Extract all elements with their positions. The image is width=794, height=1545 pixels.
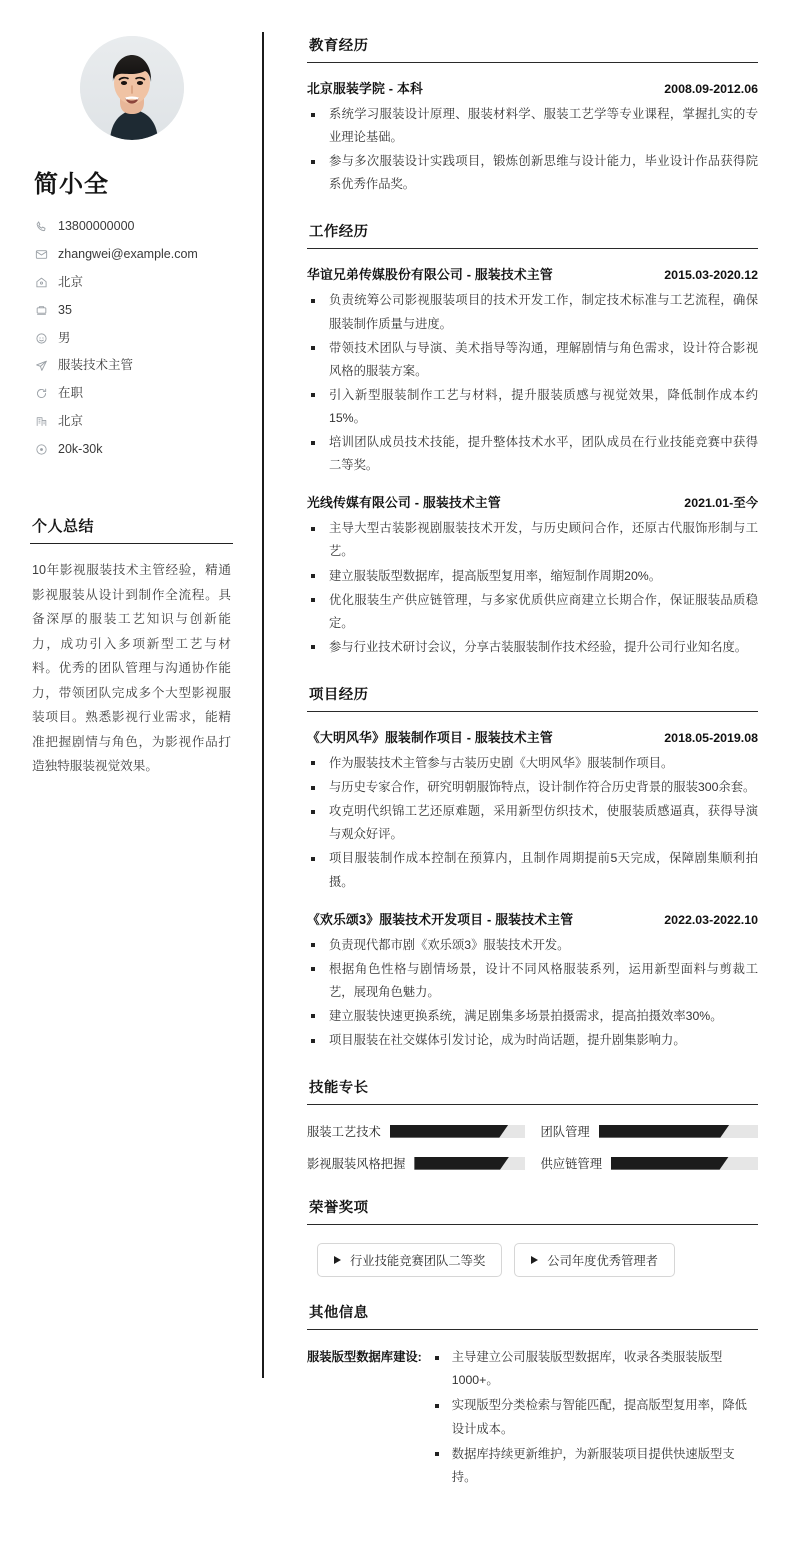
triangle-icon xyxy=(334,1256,341,1264)
other-heading: 其他信息 xyxy=(307,1301,758,1330)
work-heading: 工作经历 xyxy=(307,220,758,249)
other-label: 服装版型数据库建设: xyxy=(307,1350,422,1365)
project-entry xyxy=(307,909,758,1053)
skill-row xyxy=(307,1154,525,1172)
other-body xyxy=(430,1346,758,1491)
honors-heading: 荣誉奖项 xyxy=(307,1196,758,1225)
contact-salary xyxy=(30,435,233,463)
salary-icon xyxy=(34,442,49,457)
skill-label: 影视服装风格把握 xyxy=(307,1157,406,1172)
contact-phone xyxy=(30,213,233,241)
bullet-item: 负责统筹公司影视服装项目的技术开发工作，制定技术标准与工艺流程，确保服装制作质量与进度。 xyxy=(307,289,758,335)
envelope-icon xyxy=(34,247,49,262)
entry-date: 2015.03-2020.12 xyxy=(664,268,758,283)
avatar-wrap xyxy=(30,36,233,140)
skill-bar-track xyxy=(599,1125,758,1138)
main-column xyxy=(263,0,794,1545)
bullet-item: 项目服装制作成本控制在预算内，且制作周期提前5天完成，保障剧集顺利拍摄。 xyxy=(307,847,758,893)
page-title: 简小全 xyxy=(34,171,109,198)
calendar-icon xyxy=(34,303,49,318)
paper-plane-icon xyxy=(34,358,49,373)
bullet-item: 主导大型古装影视剧服装技术开发，与历史顾问合作，还原古代服饰形制与工艺。 xyxy=(307,517,758,563)
bullet-item: 负责现代都市剧《欢乐颂3》服装技术开发。 xyxy=(307,934,758,957)
entry-title: 《大明风华》服装制作项目 - 服装技术主管 xyxy=(307,729,553,745)
contact-location xyxy=(30,269,233,297)
skill-bar-fill xyxy=(414,1157,509,1170)
bullet-item: 攻克明代织锦工艺还原难题，采用新型仿织技术，使服装质感逼真，获得导演与观众好评。 xyxy=(307,800,758,846)
contact-value: 北京 xyxy=(58,413,84,428)
work-entry xyxy=(307,264,758,477)
honor-label: 行业技能竞赛团队二等奖 xyxy=(350,1254,486,1269)
bullet-list xyxy=(307,289,758,477)
contact-value: 北京 xyxy=(58,274,84,289)
bullet-item: 作为服装技术主管参与古装历史剧《大明风华》服装制作项目。 xyxy=(307,752,758,775)
entry-date: 2008.09-2012.06 xyxy=(664,82,758,96)
work-section xyxy=(307,220,758,659)
skill-bar-track xyxy=(611,1157,758,1170)
bullet-item: 优化服装生产供应链管理，与多家优质供应商建立长期合作，保证服装品质稳定。 xyxy=(307,589,758,635)
bullet-item: 主导建立公司服装版型数据库，收录各类服装版型1000+。 xyxy=(430,1346,758,1392)
project-entry xyxy=(307,727,758,894)
summary-section xyxy=(30,515,233,779)
contact-work-city xyxy=(30,407,233,435)
bullet-item: 参与行业技术研讨会议，分享古装服装制作技术经验，提升公司行业知名度。 xyxy=(307,636,758,659)
summary-heading: 个人总结 xyxy=(30,515,233,544)
honor-label: 公司年度优秀管理者 xyxy=(547,1254,658,1269)
entry-title: 光线传媒有限公司 - 服装技术主管 xyxy=(307,495,501,511)
skill-row xyxy=(541,1122,759,1140)
bullet-item: 系统学习服装设计原理、服装材料学、服装工艺学等专业课程，掌握扎实的专业理论基础。 xyxy=(307,103,758,149)
skill-bar-fill xyxy=(599,1125,730,1138)
honors-section xyxy=(307,1196,758,1277)
contact-gender xyxy=(30,324,233,352)
gender-icon xyxy=(34,331,49,346)
bullet-item: 数据库持续更新维护，为新服装项目提供快速版型支持。 xyxy=(430,1443,758,1489)
skill-bar-track xyxy=(414,1157,524,1170)
contact-list xyxy=(30,213,233,463)
contact-value: 20k-30k xyxy=(58,441,103,456)
entry-title: 北京服装学院 - 本科 xyxy=(307,81,423,96)
bullet-item: 带领技术团队与导演、美术指导等沟通，理解剧情与角色需求，设计符合影视风格的服装方案。 xyxy=(307,337,758,383)
summary-text: 10年影视服装技术主管经验，精通影视服装从设计到制作全流程。具备深厚的服装工艺知识与创新能力，成功引入多项新型工艺与材料。优秀的团队管理与沟通协作能力，带领团队完成多个大型影视服装项目。熟悉影视行业需求，能精准把握剧情与角色，为影视作品打造独特服装视觉效果。 xyxy=(32,563,231,774)
skills-section xyxy=(307,1076,758,1172)
skills-heading: 技能专长 xyxy=(307,1076,758,1105)
entry-date: 2021.01-至今 xyxy=(684,496,758,511)
projects-section xyxy=(307,683,758,1052)
other-section xyxy=(307,1301,758,1491)
bullet-item: 培训团队成员技术技能，提升整体技术水平，团队成员在行业技能竞赛中获得二等奖。 xyxy=(307,431,758,477)
contact-value: 在职 xyxy=(58,386,84,401)
entry-header xyxy=(307,727,758,746)
contact-email xyxy=(30,241,233,269)
entry-title: 华谊兄弟传媒股份有限公司 - 服装技术主管 xyxy=(307,267,553,283)
home-icon xyxy=(34,275,49,290)
bullet-list xyxy=(307,752,758,894)
skill-grid xyxy=(307,1122,758,1172)
skill-label: 供应链管理 xyxy=(540,1157,602,1172)
skill-row xyxy=(307,1122,525,1140)
contact-value: zhangwei@example.com xyxy=(58,247,198,262)
skill-bar-track xyxy=(390,1125,525,1138)
contact-status xyxy=(30,380,233,408)
skill-row xyxy=(541,1154,759,1172)
bullet-list xyxy=(307,517,758,659)
sidebar xyxy=(0,0,263,779)
bullet-item: 根据角色性格与剧情场景，设计不同风格服装系列，运用新型面料与剪裁工艺，展现角色魅力。 xyxy=(307,958,758,1004)
entry-date: 2022.03-2022.10 xyxy=(664,912,758,927)
triangle-icon xyxy=(531,1256,538,1264)
education-entry xyxy=(307,78,758,196)
entry-title: 《欢乐颂3》服装技术开发项目 - 服装技术主管 xyxy=(307,911,574,927)
bullet-item: 与历史专家合作，研究明朝服饰特点，设计制作符合历史背景的服装300余套。 xyxy=(307,776,758,799)
portrait-photo-icon xyxy=(80,36,184,140)
bullet-list xyxy=(307,103,758,196)
entry-header xyxy=(307,492,758,511)
bullet-item: 实现版型分类检索与智能匹配，提高版型复用率，降低设计成本。 xyxy=(430,1394,758,1440)
bullet-item: 建立服装快速更换系统，满足剧集多场景拍摄需求，提高拍摄效率30%。 xyxy=(307,1005,758,1028)
avatar xyxy=(80,36,184,140)
column-divider xyxy=(262,32,264,1378)
phone-icon xyxy=(34,219,49,234)
work-entry xyxy=(307,492,758,659)
honor-tag xyxy=(317,1243,502,1277)
refresh-icon xyxy=(34,386,49,401)
skill-bar-fill xyxy=(611,1157,729,1170)
building-icon xyxy=(34,414,49,429)
contact-value: 35 xyxy=(58,302,72,317)
bullet-item: 参与多次服装设计实践项目，锻炼创新思维与设计能力，毕业设计作品获得院系优秀作品奖。 xyxy=(307,150,758,196)
education-heading: 教育经历 xyxy=(307,34,758,63)
contact-value: 男 xyxy=(58,330,71,345)
education-section xyxy=(307,34,758,196)
contact-age xyxy=(30,296,233,324)
bullet-item: 项目服装在社交媒体引发讨论，成为时尚话题，提升剧集影响力。 xyxy=(307,1029,758,1052)
skill-label: 团队管理 xyxy=(540,1125,590,1140)
entry-header xyxy=(307,909,758,928)
contact-position xyxy=(30,352,233,380)
entry-date: 2018.05-2019.08 xyxy=(664,730,758,745)
other-block xyxy=(307,1346,758,1491)
projects-heading: 项目经历 xyxy=(307,683,758,712)
entry-header xyxy=(307,264,758,283)
entry-header xyxy=(307,78,758,97)
bullet-list xyxy=(307,934,758,1053)
skill-bar-fill xyxy=(390,1125,509,1138)
contact-value: 13800000000 xyxy=(58,219,135,234)
bullet-item: 建立服装版型数据库，提高版型复用率，缩短制作周期20%。 xyxy=(307,565,758,588)
contact-value: 服装技术主管 xyxy=(58,358,134,373)
honor-tag xyxy=(514,1243,675,1277)
skill-label: 服装工艺技术 xyxy=(307,1125,381,1140)
honors-tag-row xyxy=(307,1243,758,1277)
bullet-item: 引入新型服装制作工艺与材料，提升服装质感与视觉效果，降低制作成本约15%。 xyxy=(307,384,758,430)
